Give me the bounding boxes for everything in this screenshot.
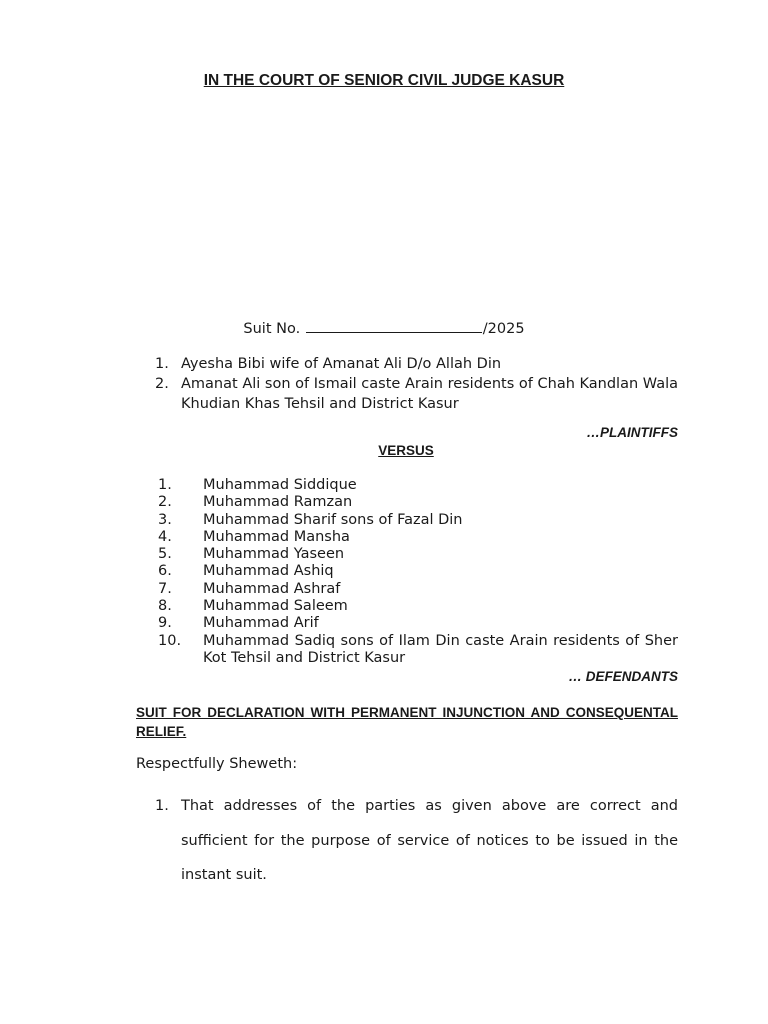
defendant-text: Muhammad Arif bbox=[203, 615, 319, 632]
defendant-text: Muhammad Ashiq bbox=[203, 563, 334, 580]
plaintiff-number: 2. bbox=[155, 376, 169, 392]
defendants-label: … DEFENDANTS bbox=[568, 669, 678, 684]
defendant-item bbox=[158, 633, 678, 668]
defendant-text: Muhammad Ashraf bbox=[203, 580, 341, 597]
court-heading: IN THE COURT OF SENIOR CIVIL JUDGE KASUR bbox=[203, 72, 565, 89]
defendant-item bbox=[158, 598, 678, 615]
defendant-number: 2. bbox=[158, 494, 172, 511]
defendants-list bbox=[158, 477, 678, 667]
defendant-number: 1. bbox=[158, 477, 172, 493]
defendant-number: 8. bbox=[158, 598, 172, 615]
defendant-text: Muhammad Saleem bbox=[203, 598, 348, 615]
suit-number-prefix: Suit No. bbox=[243, 321, 301, 337]
defendant-item bbox=[158, 494, 678, 511]
defendant-item bbox=[158, 529, 678, 546]
suit-number-suffix: /2025 bbox=[482, 321, 525, 337]
paragraphs-list bbox=[146, 789, 678, 893]
defendant-text: Muhammad Siddique bbox=[203, 477, 357, 493]
plaintiffs-list bbox=[146, 354, 678, 414]
defendant-text: Muhammad Mansha bbox=[203, 528, 350, 545]
defendant-text: Muhammad Sadiq sons of Ilam Din caste Arain residents of Sher Kot Tehsil and District Kasur bbox=[203, 632, 678, 666]
defendant-number: 5. bbox=[158, 546, 172, 563]
defendant-item bbox=[158, 581, 678, 598]
paragraph-text: That addresses of the parties as given above are correct and sufficient for the purpose of service of notices to be issued in the instant suit. bbox=[181, 798, 678, 883]
paragraph-item bbox=[146, 789, 678, 893]
defendant-number: 4. bbox=[158, 528, 172, 545]
salutation: Respectfully Sheweth: bbox=[136, 756, 298, 772]
plaintiff-item bbox=[146, 374, 678, 414]
plaintiff-item bbox=[146, 354, 678, 374]
defendant-text: Muhammad Yaseen bbox=[203, 546, 345, 563]
defendant-item bbox=[158, 546, 678, 563]
defendant-number: 10. bbox=[158, 632, 182, 649]
defendant-item bbox=[158, 477, 678, 494]
plaintiff-text: Ayesha Bibi wife of Amanat Ali D/o Allah Din bbox=[181, 356, 502, 372]
defendant-text: Muhammad Sharif sons of Fazal Din bbox=[203, 511, 463, 528]
defendant-item bbox=[158, 563, 678, 580]
defendant-number: 9. bbox=[158, 615, 172, 632]
defendant-number: 7. bbox=[158, 580, 172, 597]
suit-title: SUIT FOR DECLARATION WITH PERMANENT INJUNCTION AND CONSEQUENTAL RELIEF. bbox=[136, 705, 678, 739]
defendant-item bbox=[158, 512, 678, 529]
plaintiff-text: Amanat Ali son of Ismail caste Arain residents of Chah Kandlan Wala Khudian Khas Tehsil and District Kasur bbox=[181, 376, 678, 412]
defendant-number: 6. bbox=[158, 563, 172, 580]
plaintiffs-label: …PLAINTIFFS bbox=[586, 425, 678, 440]
defendant-text: Muhammad Ramzan bbox=[203, 494, 353, 511]
suit-number-blank bbox=[306, 318, 482, 333]
paragraph-number: 1. bbox=[155, 798, 169, 814]
defendant-number: 3. bbox=[158, 511, 172, 528]
versus-heading: VERSUS bbox=[378, 443, 434, 458]
suit-number-line bbox=[0, 318, 768, 337]
defendant-item bbox=[158, 615, 678, 632]
plaintiff-number: 1. bbox=[155, 356, 169, 372]
